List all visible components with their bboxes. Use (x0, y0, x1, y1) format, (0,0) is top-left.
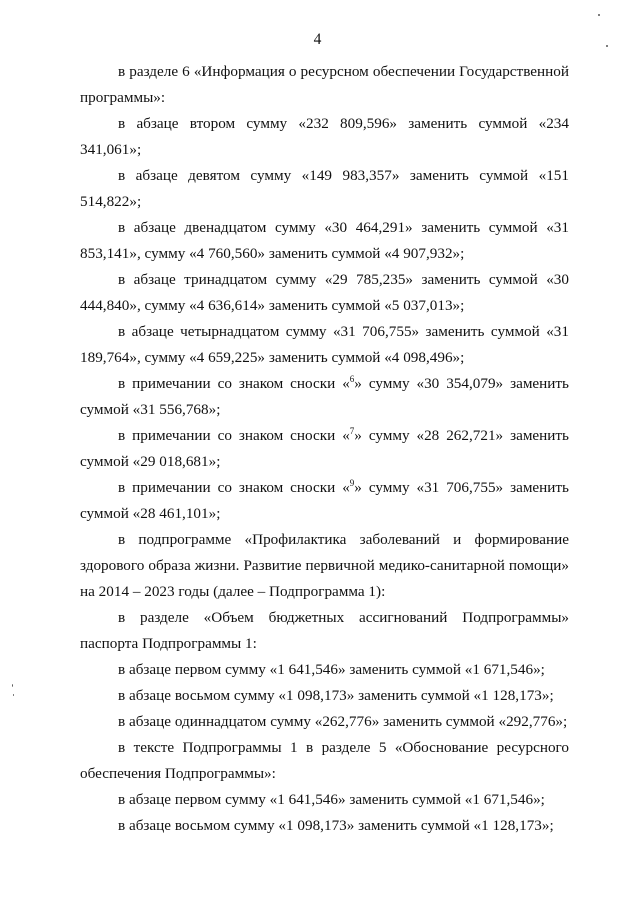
paragraph: в тексте Подпрограммы 1 в разделе 5 «Обоснование ресурсного обеспечения Подпрограммы»: (80, 739, 569, 782)
paragraph: в абзаце четырнадцатом сумму «31 706,755» заменить суммой «31 189,764», сумму «4 659,225» заменить суммой «4 098,496»; (80, 323, 569, 366)
paragraph: в абзаце первом сумму «1 641,546» заменить суммой «1 671,546»; (118, 661, 545, 678)
footnote-mark: 7 (349, 425, 355, 436)
paragraph-footnote-note (80, 423, 569, 475)
paragraph: в абзаце первом сумму «1 641,546» заменить суммой «1 671,546»; (118, 791, 545, 808)
paragraph: в абзаце тринадцатом сумму «29 785,235» заменить суммой «30 444,840», сумму «4 636,614» заменить суммой «5 037,013»; (80, 271, 569, 314)
paragraph-text: » сумму «30 354,079» заменить суммой «31 556,768»; (80, 375, 569, 418)
paragraph: в абзаце восьмом сумму «1 098,173» заменить суммой «1 128,173»; (118, 817, 554, 834)
document-body (80, 59, 569, 839)
paragraph: в подпрограмме «Профилактика заболеваний и формирование здорового образа жизни. Развитие первичной медико-санитарной помощи» на 2014 – 2023 годы (далее – Подпрограмма 1): (80, 531, 569, 600)
paragraph-text: в примечании со знаком сноски « (118, 479, 350, 496)
paragraph: в абзаце одиннадцатом сумму «262,776» заменить суммой «292,776»; (118, 713, 568, 730)
paragraph-text: » сумму «28 262,721» заменить суммой «29 018,681»; (80, 427, 569, 470)
paragraph-footnote-note (80, 475, 569, 527)
paragraph: в абзаце восьмом сумму «1 098,173» заменить суммой «1 128,173»; (118, 687, 554, 704)
scan-speck (13, 694, 14, 696)
paragraph-text: в примечании со знаком сноски « (118, 375, 350, 392)
scan-speck (606, 45, 608, 47)
scan-speck (598, 14, 600, 16)
paragraph: в абзаце втором сумму «232 809,596» заменить суммой «234 341,061»; (80, 115, 569, 158)
paragraph: в разделе «Объем бюджетных ассигнований Подпрограммы» паспорта Подпрограммы 1: (80, 609, 569, 652)
page-number: 4 (313, 31, 322, 48)
scan-speck (12, 684, 13, 687)
paragraph: в разделе 6 «Информация о ресурсном обеспечении Государственной программы»: (80, 63, 569, 106)
paragraph-footnote-note (80, 371, 569, 423)
paragraph: в абзаце девятом сумму «149 983,357» заменить суммой «151 514,822»; (80, 167, 569, 210)
paragraph: в абзаце двенадцатом сумму «30 464,291» заменить суммой «31 853,141», сумму «4 760,560» заменить суммой «4 907,932»; (80, 219, 569, 262)
paragraph-text: » сумму «31 706,755» заменить суммой «28 461,101»; (80, 479, 569, 522)
footnote-mark: 9 (349, 477, 355, 488)
footnote-mark: 6 (349, 373, 355, 384)
paragraph-text: в примечании со знаком сноски « (118, 427, 350, 444)
